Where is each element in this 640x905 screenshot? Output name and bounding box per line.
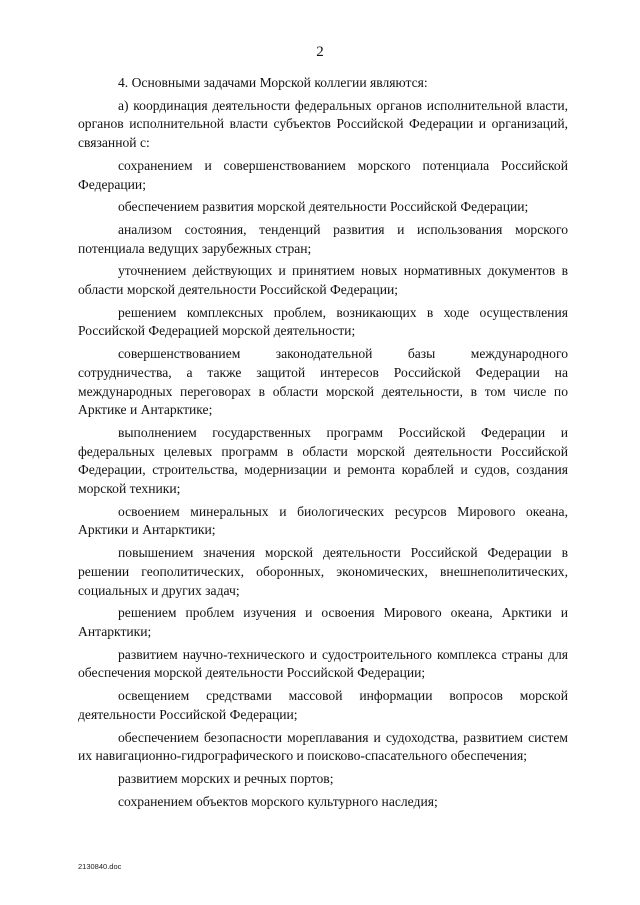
document-body — [78, 74, 568, 815]
paragraph: решением комплексных проблем, возникающих в ходе осуществления Российской Федерацией морской деятельности; — [78, 304, 568, 339]
paragraph: анализом состояния, тенденций развития и использования морского потенциала ведущих зарубежных стран; — [78, 221, 568, 256]
paragraph: уточнением действующих и принятием новых нормативных документов в области морской деятельности Российской Федерации; — [78, 263, 568, 298]
paragraph: обеспечением развития морской деятельности Российской Федерации; — [118, 199, 529, 215]
paragraph: сохранением и совершенствованием морского потенциала Российской Федерации; — [78, 157, 568, 192]
paragraph: освещением средствами массовой информации вопросов морской деятельности Российской Федерации; — [78, 688, 568, 722]
paragraph: решением проблем изучения и освоения Мирового океана, Арктики и Антарктики; — [78, 605, 568, 639]
paragraph: совершенствованием законодательной базы международного сотрудничества, а также защитой интересов Российской Федерации на международных переговорах в области морской деятельности, в том числе по Арктике и Антарктике; — [78, 346, 568, 418]
paragraph: а) координация деятельности федеральных органов исполнительной власти, органов исполнительной власти субъектов Российской Федерации и организаций, связанной с: — [78, 97, 568, 151]
paragraph: сохранением объектов морского культурного наследия; — [118, 793, 438, 809]
paragraph: повышением значения морской деятельности Российской Федерации в решении геополитических, оборонных, экономических, внешнеполитических, социальных и других задач; — [78, 545, 568, 598]
paragraph: 4. Основными задачами Морской коллегии являются: — [118, 75, 428, 90]
paragraph: развитием морских и речных портов; — [118, 770, 334, 786]
paragraph: обеспечением безопасности мореплавания и судоходства, развитием систем их навигационно-гидрографического и поисково-спасательного обеспечения; — [78, 729, 568, 764]
paragraph: выполнением государственных программ Российской Федерации и федеральных целевых программ в области морской деятельности Российской Федерации, строительства, модернизации и ремонта кораблей и судов, создания морской техники; — [78, 424, 568, 497]
paragraph: развитием научно-технического и судостроительного комплекса страны для обеспечения морской деятельности Российской Федерации; — [78, 646, 568, 681]
page-number: 2 — [316, 44, 324, 60]
footer-filename: 2130840.doc — [78, 862, 122, 871]
paragraph: освоением минеральных и биологических ресурсов Мирового океана, Арктики и Антарктики; — [78, 503, 568, 538]
